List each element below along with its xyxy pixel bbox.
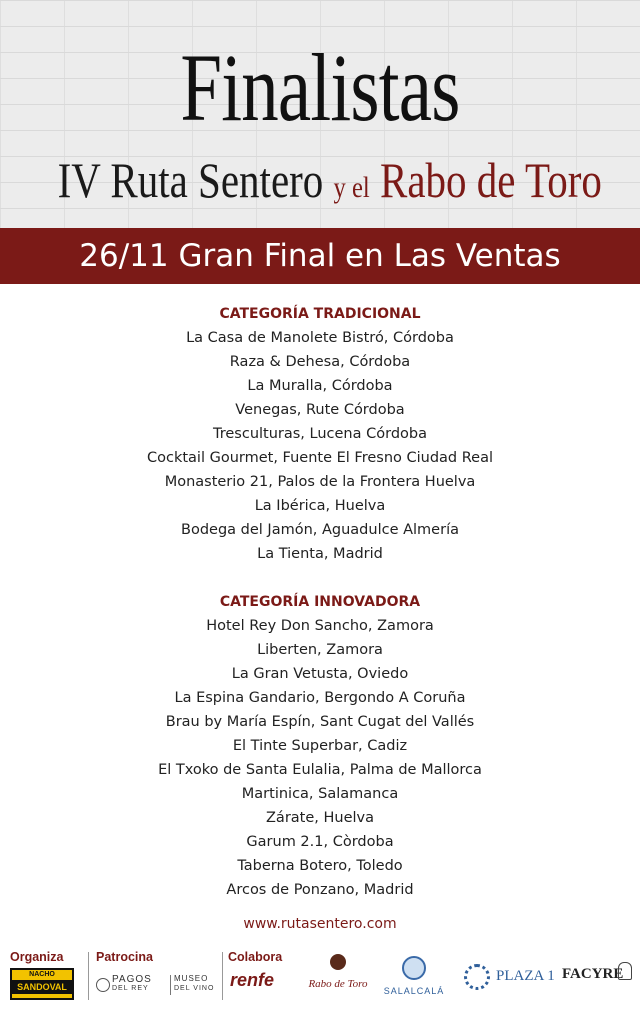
page-subtitle [57, 150, 602, 210]
list-item: El Txoko de Santa Eulalia, Palma de Mallorca [158, 762, 482, 778]
patrocina-group [96, 950, 216, 1010]
list-item: La Muralla, Córdoba [247, 378, 393, 394]
bull-icon [330, 954, 346, 970]
list-item: Tresculturas, Lucena Córdoba [213, 426, 427, 442]
list-item: Arcos de Ponzano, Madrid [226, 882, 414, 898]
list-item: La Espina Gandario, Bergondo A Coruña [174, 690, 466, 706]
divider [222, 952, 223, 1000]
salalcala-logo: SALALCALÁ [378, 956, 450, 1002]
list-item: Taberna Botero, Toledo [237, 858, 403, 874]
colabora-label: Colabora [228, 950, 283, 964]
organiza-group [10, 950, 84, 1010]
header [0, 0, 640, 228]
list-item: Liberten, Zamora [257, 642, 383, 658]
list-item: Venegas, Rute Córdoba [235, 402, 405, 418]
patrocina-label: Patrocina [96, 950, 153, 964]
list-item: Monasterio 21, Palos de la Frontera Huelva [164, 474, 476, 490]
list-item: Brau by María Espín, Sant Cugat del Vallés [165, 714, 475, 730]
subtitle-connector: y el [333, 171, 370, 204]
website-link[interactable]: www.rutasentero.com [243, 916, 397, 932]
finalist-list [0, 302, 640, 902]
chef-hat-icon [618, 962, 632, 980]
list-item: El Tinte Superbar, Cadiz [232, 738, 408, 754]
wine-seal-icon [96, 978, 110, 992]
rabo-de-toro-logo: Rabo de Toro [308, 954, 368, 1002]
facyre-logo: FACYRE [562, 960, 632, 996]
renfe-logo: renfe [230, 970, 275, 990]
list-item: La Gran Vetusta, Oviedo [231, 666, 409, 682]
plaza1-logo: PLAZA 1 [464, 962, 554, 996]
rosette-icon [464, 964, 490, 990]
pagos-del-rey-logo: PAGOS DEL REY MUSEO DEL VINO [96, 972, 224, 998]
category-title-innovadora: CATEGORÍA INNOVADORA [219, 594, 421, 610]
list-item: La Casa de Manolete Bistró, Córdoba [186, 330, 454, 346]
list-item: Martinica, Salamanca [241, 786, 399, 802]
list-item: La Ibérica, Huelva [254, 498, 386, 514]
list-item: Bodega del Jamón, Aguadulce Almería [181, 522, 459, 538]
category-title-tradicional: CATEGORÍA TRADICIONAL [219, 306, 421, 322]
list-item: Raza & Dehesa, Córdoba [229, 354, 411, 370]
crest-icon [402, 956, 426, 980]
nacho-sandoval-logo: NACHO SANDOVAL [10, 968, 74, 1000]
final-banner: 26/11 Gran Final en Las Ventas [0, 228, 640, 284]
sponsor-footer [0, 950, 640, 1024]
list-item: Cocktail Gourmet, Fuente El Fresno Ciudad Real [147, 450, 493, 466]
page-title: Finalistas [180, 34, 460, 141]
spacer [0, 566, 640, 590]
list-item: Garum 2.1, Còrdoba [246, 834, 394, 850]
subtitle-main: IV Ruta Sentero [57, 152, 324, 208]
list-item: Hotel Rey Don Sancho, Zamora [206, 618, 434, 634]
divider [88, 952, 89, 1000]
subtitle-highlight: Rabo de Toro [380, 152, 602, 208]
list-item: La Tienta, Madrid [257, 546, 383, 562]
list-item: Zárate, Huelva [266, 810, 374, 826]
organiza-label: Organiza [10, 950, 64, 964]
colabora-group [228, 950, 634, 1010]
